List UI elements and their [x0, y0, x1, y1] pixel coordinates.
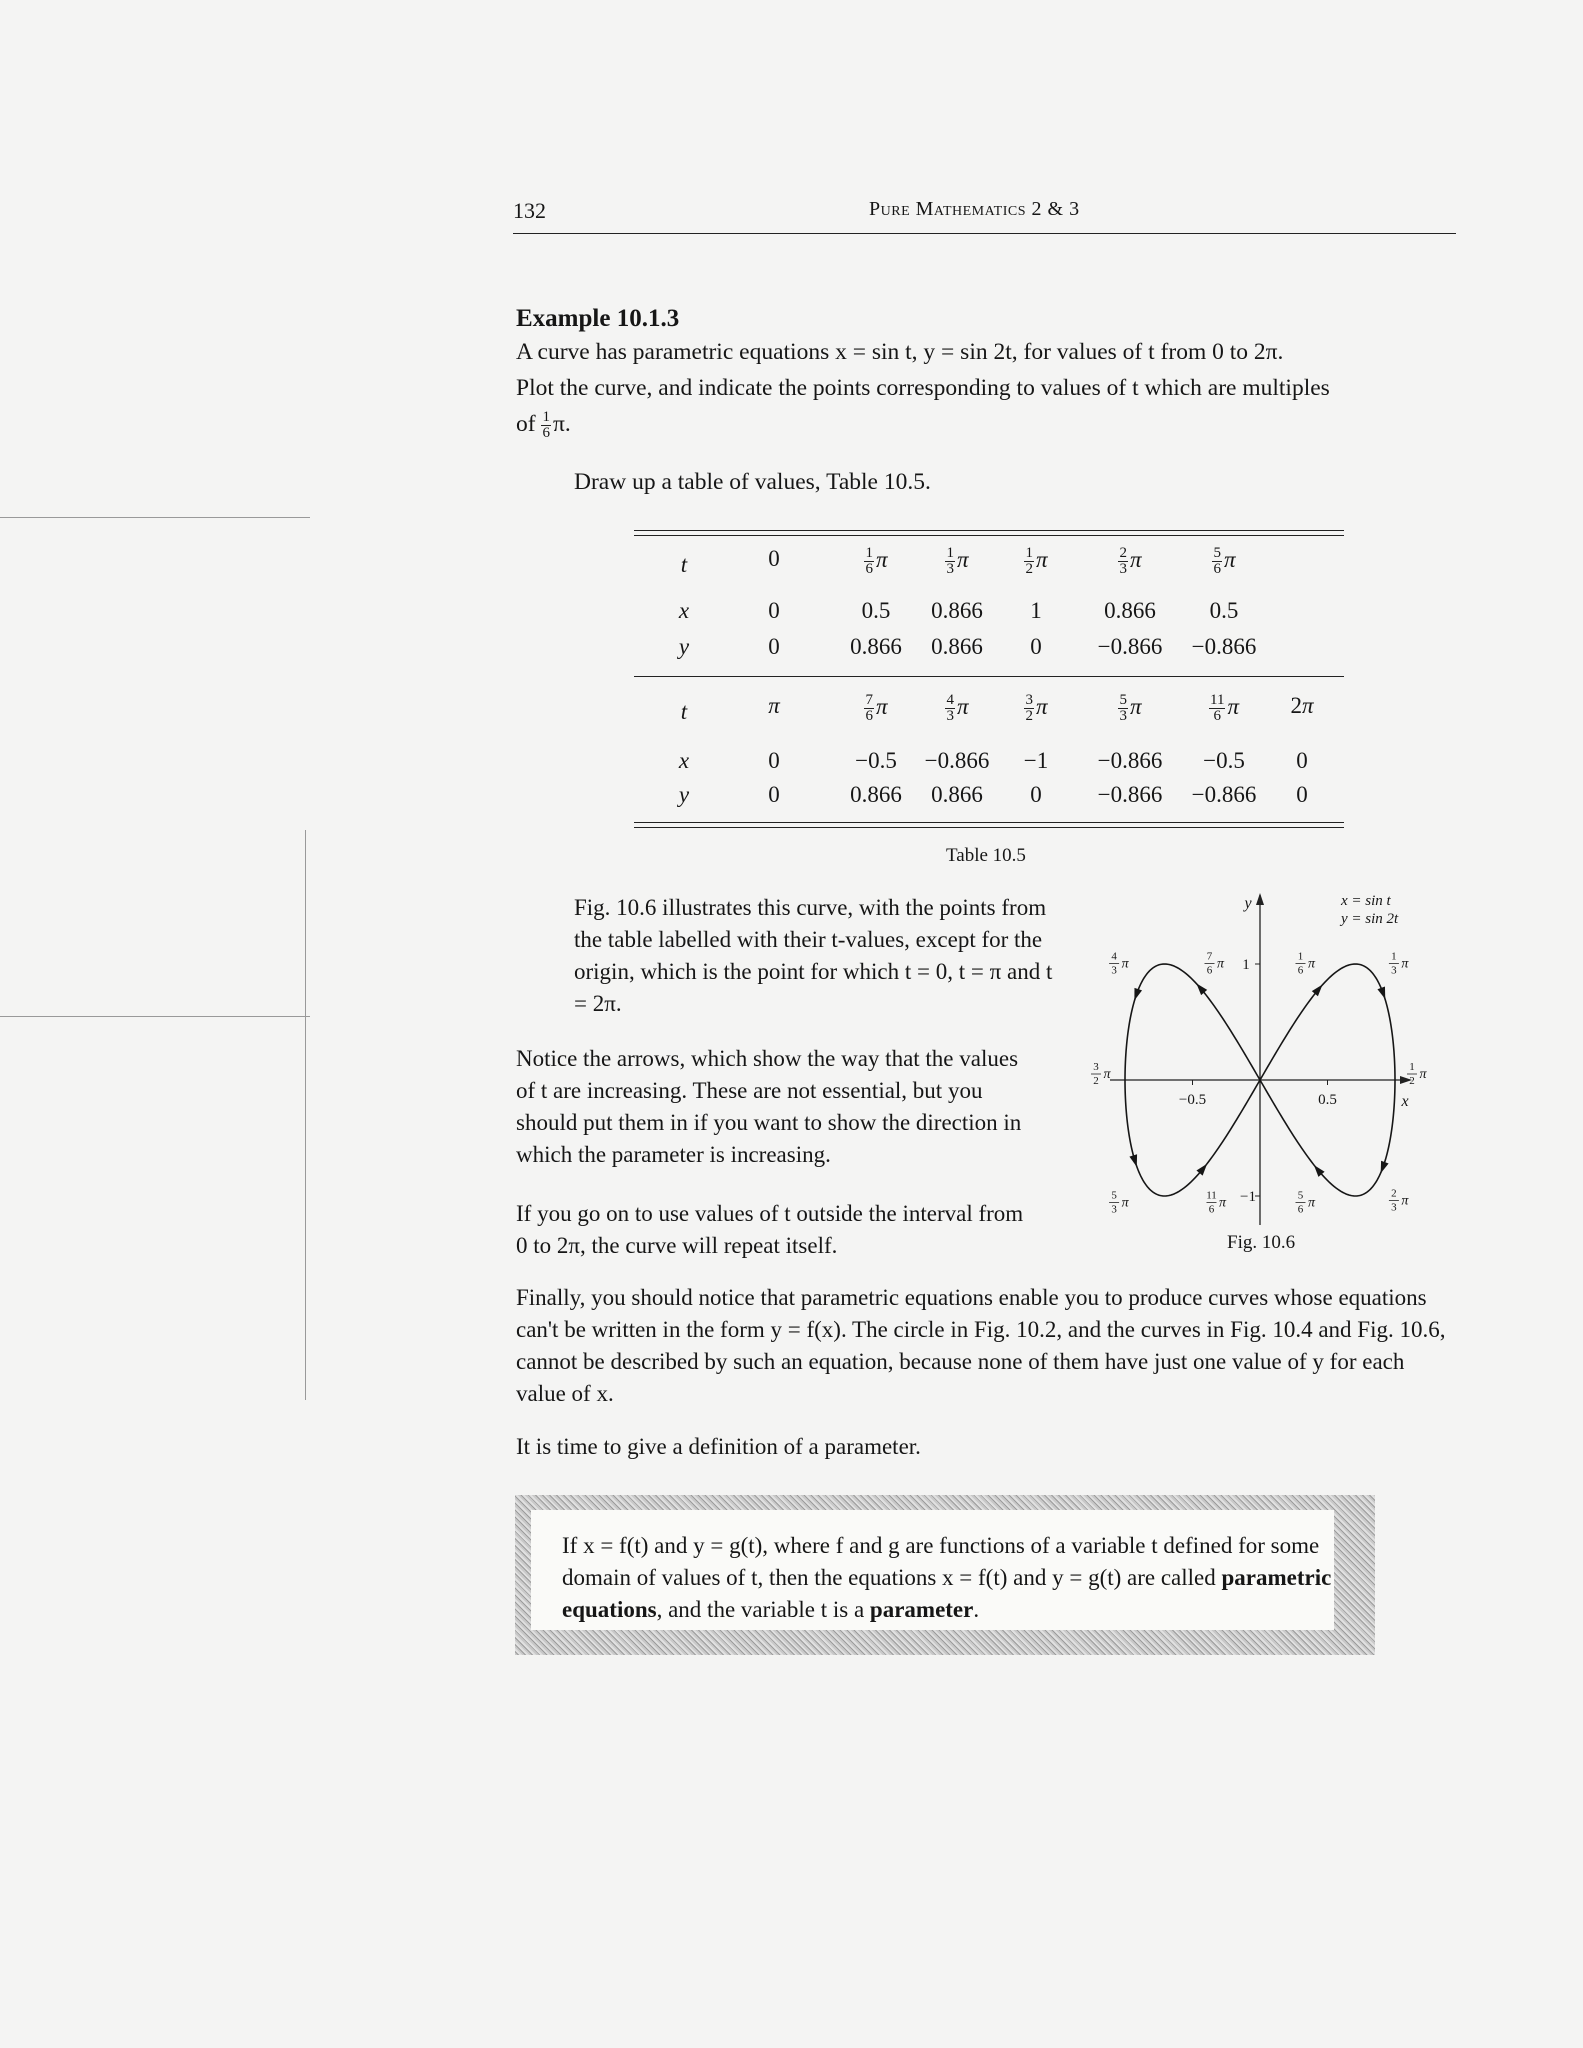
table-cell-y: 0	[1030, 634, 1042, 659]
example-title: Example 10.1.3	[516, 305, 680, 332]
finally-paragraph: Finally, you should notice that parametric equations enable you to produce curves whose equations can't be written in the form y = f(x). The circle in Fig. 10.2, and the curves in Fig. 10.4 and Fig. 10.6, cannot be described by such an equation, because none of them have just one value of y for each value of x.	[516, 1285, 1446, 1406]
table-cell-t: $\frac{4}{3}$ π	[946, 692, 969, 724]
tick-label-y-neg1: −1	[1240, 1189, 1256, 1205]
table-row-label: t	[680, 699, 688, 724]
x-axis-label: x	[1401, 1093, 1409, 1110]
direction-arrow	[1381, 1161, 1389, 1174]
margin-line	[0, 1016, 310, 1017]
table-cell-x: −1	[1023, 748, 1049, 773]
table-cell-t: $\frac{2}{3}$ π	[1119, 545, 1142, 577]
point-label-pi: π	[1216, 956, 1225, 972]
point-label-pi: π	[1401, 1193, 1409, 1209]
point-label-num: 11	[1206, 1189, 1217, 1202]
table-rule	[634, 530, 1344, 531]
table-cell-t: $\frac{1}{3}$ π	[946, 545, 969, 577]
table-cell-t: $\frac{3}{2}$ π	[1025, 692, 1048, 724]
table-cell-y: −0.866	[1191, 634, 1257, 659]
term-parameter: parameter	[869, 1597, 974, 1622]
margin-line	[0, 517, 310, 518]
example-line-3-suffix: π.	[552, 411, 571, 437]
point-label-den: 6	[1208, 1203, 1215, 1216]
margin-line	[305, 830, 306, 1400]
point-label-num: 3	[1093, 1061, 1099, 1073]
example-line-2: Plot the curve, and indicate the points corresponding to values of t which are multiples	[516, 375, 1330, 401]
point-label-pi: π	[1121, 956, 1129, 972]
direction-arrow	[1377, 987, 1385, 1000]
table-cell-t: $\frac{1}{6}$ π	[865, 545, 888, 577]
table-cell-y: −0.866	[1097, 634, 1163, 659]
example-line-1: A curve has parametric equations x = sin t, y = sin 2t, for values of t from 0 to 2π.	[516, 339, 1284, 365]
point-label-pi: π	[1103, 1067, 1111, 1082]
equation-x: x = sin t	[1341, 893, 1391, 909]
tick-label-y-1: 1	[1242, 957, 1250, 973]
table-cell-y: 0.866	[931, 634, 983, 659]
table-cell-t: $\frac{5}{6}$ π	[1213, 545, 1236, 577]
y-axis-label: y	[1244, 895, 1252, 912]
point-label-num: 1	[1391, 950, 1397, 963]
point-label-pi: π	[1218, 1195, 1227, 1211]
table-row-label: y	[678, 782, 690, 807]
table-rule	[634, 822, 1344, 823]
running-header-title: Pure Mathematics 2 & 3	[869, 198, 1080, 220]
point-label-pi: π	[1401, 956, 1409, 972]
table-cell-y: −0.866	[1191, 782, 1257, 807]
point-label-den: 6	[1297, 1203, 1304, 1216]
example-statement	[516, 334, 1446, 442]
table-cell-y: 0	[768, 782, 780, 807]
table-cell-y: 0.866	[850, 782, 902, 807]
table-cell-y: 0.866	[931, 782, 983, 807]
definition-intro: It is time to give a definition of a parameter.	[516, 1434, 921, 1459]
table-cell-y: −0.866	[1097, 782, 1163, 807]
point-label-den: 2	[1409, 1075, 1415, 1087]
point-label-num: 5	[1111, 1189, 1117, 1202]
table-cell-x: −0.5	[1203, 748, 1245, 773]
direction-arrow	[1134, 988, 1142, 1001]
table-cell-x: 0	[1296, 748, 1308, 773]
table-cell-t: 2π	[1290, 693, 1314, 718]
table-cell-t: $\frac{7}{6}$ π	[865, 692, 888, 724]
point-label-den: 3	[1391, 1201, 1397, 1214]
table-cell-x: 0.866	[1104, 598, 1156, 623]
point-label-num: 1	[1297, 950, 1304, 963]
header-rule	[513, 233, 1456, 234]
figure-caption: Fig. 10.6	[1227, 1232, 1296, 1253]
definition-text: If x = f(t) and y = g(t), where f and g are functions of a variable t defined for some domain of values of t, then the equations x = f(t) and y = g(t) are called parametric equations, and the variable t is a parameter.	[562, 1533, 1332, 1622]
table-cell-y: 0	[768, 634, 780, 659]
point-label-den: 3	[1391, 964, 1397, 977]
tick-label-x-neg: −0.5	[1178, 1092, 1207, 1108]
table-cell-x: 1	[1030, 598, 1042, 623]
table-cell-y: 0	[1030, 782, 1042, 807]
table-cell-x: 0	[768, 748, 780, 773]
direction-arrow	[1129, 1154, 1137, 1167]
table-cell-x: −0.866	[924, 748, 990, 773]
y-axis-arrow	[1256, 893, 1264, 905]
point-label-den: 2	[1093, 1075, 1099, 1087]
point-label-num: 7	[1206, 950, 1213, 963]
term-parametric-equations: parametric equations	[562, 1565, 1332, 1622]
fraction: $\frac{1}{6}$	[542, 409, 550, 442]
table-row-label: t	[680, 552, 688, 577]
point-label-den: 6	[1206, 964, 1213, 977]
point-label-num: 5	[1297, 1189, 1304, 1202]
example-line-3-prefix: of	[516, 411, 542, 437]
figure-description: Fig. 10.6 illustrates this curve, with the points from the table labelled with their t-values, except for the origin, which is the point for which t = 0, t = π and t = 2π.	[574, 895, 1053, 1016]
table-cell-x: 0.866	[931, 598, 983, 623]
figure-10-6	[1075, 880, 1445, 1230]
table-cell-t: $\frac{5}{3}$ π	[1119, 692, 1142, 724]
point-label-num: 1	[1409, 1061, 1415, 1073]
point-label-den: 6	[1297, 964, 1304, 977]
table-intro: Draw up a table of values, Table 10.5.	[574, 469, 931, 495]
table-rule	[634, 676, 1344, 677]
point-label-den: 3	[1111, 964, 1117, 977]
tick-label-x-pos: 0.5	[1318, 1092, 1337, 1108]
table-cell-t: $\frac{11}{6}$ π	[1210, 692, 1239, 724]
table-row-label: x	[678, 748, 690, 773]
table-cell-t: π	[768, 693, 780, 718]
point-label-pi: π	[1419, 1067, 1427, 1082]
example-line-3	[516, 406, 1446, 442]
table-cell-t: $\frac{1}{2}$ π	[1025, 545, 1048, 577]
table-row-label: y	[678, 634, 690, 659]
repeat-note: If you go on to use values of t outside the interval from 0 to 2π, the curve will repeat itself.	[516, 1201, 1024, 1258]
point-label-pi: π	[1307, 1195, 1316, 1211]
table-cell-x: −0.866	[1097, 748, 1163, 773]
table-caption: Table 10.5	[946, 845, 1026, 866]
point-label-pi: π	[1307, 956, 1316, 972]
point-label-num: 4	[1111, 950, 1117, 963]
table-cell-y: 0.866	[850, 634, 902, 659]
table-cell-x: 0	[768, 598, 780, 623]
table-cell-x: 0.5	[861, 598, 891, 623]
table-cell-t: 0	[768, 546, 780, 571]
point-label-den: 3	[1111, 1203, 1117, 1216]
table-row-label: x	[678, 598, 690, 623]
arrows-note: Notice the arrows, which show the way that the values of t are increasing. These are not essential, but you should put them in if you want to show the direction in which the parameter is increasing.	[516, 1046, 1022, 1167]
point-label-num: 2	[1391, 1187, 1397, 1200]
equation-y: y = sin 2t	[1341, 911, 1399, 927]
table-cell-x: −0.5	[855, 748, 897, 773]
page-number: 132	[513, 198, 546, 223]
table-rule	[634, 827, 1344, 828]
table-cell-y: 0	[1296, 782, 1308, 807]
point-label-pi: π	[1121, 1195, 1129, 1211]
table-cell-x: 0.5	[1209, 598, 1239, 623]
table-rule	[634, 535, 1344, 536]
